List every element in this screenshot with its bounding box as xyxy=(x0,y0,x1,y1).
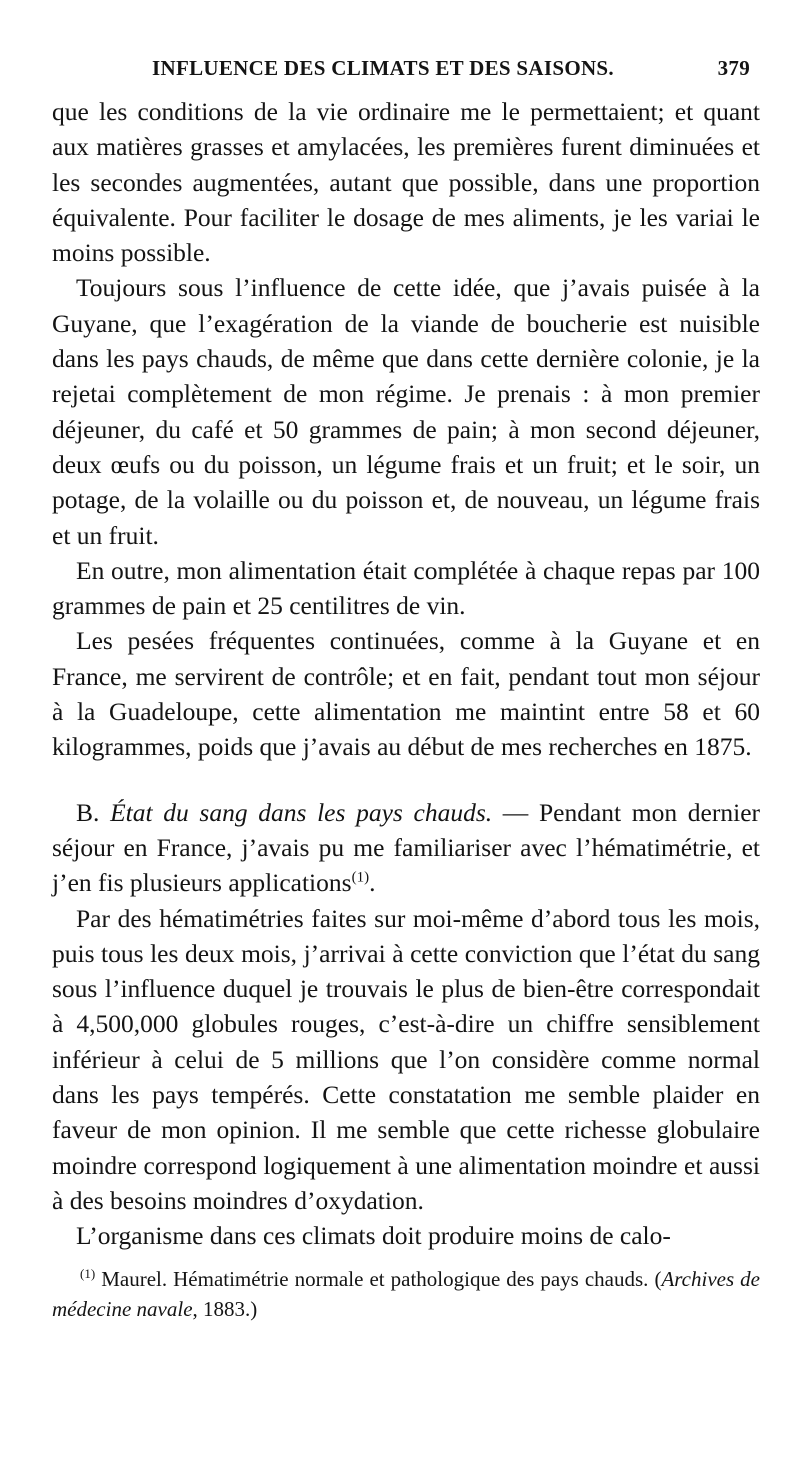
running-head xyxy=(52,48,760,88)
paragraph-7: L’organisme dans ces climats doit produire moins de calo- xyxy=(76,1221,671,1251)
paragraph-3: En outre, mon alimentation était complétée à chaque repas par 100 grammes de pain et 25 centilitres de vin. xyxy=(52,555,760,621)
section-letter: B. xyxy=(76,797,111,827)
page-number: 379 xyxy=(717,56,750,80)
footnote xyxy=(52,1264,760,1324)
section-title: État du sang dans les pays chauds. xyxy=(110,797,493,827)
section-text: — Pendant mon dernier séjour en France, j’avais pu me familiariser avec l’hématimétrie, et j’en fis plusieurs applications xyxy=(52,797,760,898)
footnote-marker: (1) xyxy=(80,1265,96,1281)
section-gap xyxy=(52,765,760,795)
running-title: INFLUENCE DES CLIMATS ET DES SAISONS. xyxy=(152,56,614,80)
paragraph-5 xyxy=(52,795,760,901)
section-end: . xyxy=(369,868,376,898)
footnote-text xyxy=(52,1264,760,1324)
footnote-reference: (1) xyxy=(351,869,370,886)
footnote-end: , 1883.) xyxy=(192,1296,258,1321)
footnote-source: Archives de médecine navale xyxy=(52,1266,760,1321)
body-text xyxy=(52,94,760,1254)
paragraph-2: Toujours sous l’influence de cette idée, que j’avais puisée à la Guyane, que l’exagération de la viande de boucherie est nuisible dans les pays chauds, de même que dans cette dernière colonie, je la rejetai complètement de mon régime. Je prenais : à mon premier déjeuner, du café et 50 grammes de pain; à mon second déjeuner, deux œufs ou du poisson, un légume frais et un fruit; et le soir, un potage, de la volaille ou du poisson et, de nouveau, un légume frais et un fruit. xyxy=(52,273,760,550)
paragraph-6: Par des hématimétries faites sur moi-même d’abord tous les mois, puis tous les deux mois, j’arrivai à cette conviction que l’état du sang sous l’influence duquel je trouvais le plus de bien-être correspondait à 4,500,000 globules rouges, c’est-à-dire un chiffre sensiblement inférieur à celui de 5 millions que l’on considère comme normal dans les pays tempérés. Cette constatation me semble plaider en faveur de mon opinion. Il me semble que cette richesse globulaire moindre correspond logiquement à une alimentation moindre et aussi à des besoins moindres d’oxydation. xyxy=(52,903,760,1215)
paragraph-4: Les pesées fréquentes continuées, comme à la Guyane et en France, me servirent de contrôle; et en fait, pendant tout mon séjour à la Guadeloupe, cette alimentation me maintint entre 58 et 60 kilogrammes, poids que j’avais au début de mes recherches en 1875. xyxy=(52,626,760,762)
paragraph-1: que les conditions de la vie ordinaire me le permettaient; et quant aux matières grasses et amylacées, les premières furent diminuées et les secondes augmentées, autant que possible, dans une proportion équivalente. Pour faciliter le dosage de mes aliments, je les variai le moins possible. xyxy=(52,97,760,268)
footnote-body: Maurel. Hématimétrie normale et pathologique des pays chauds. ( xyxy=(95,1266,662,1291)
